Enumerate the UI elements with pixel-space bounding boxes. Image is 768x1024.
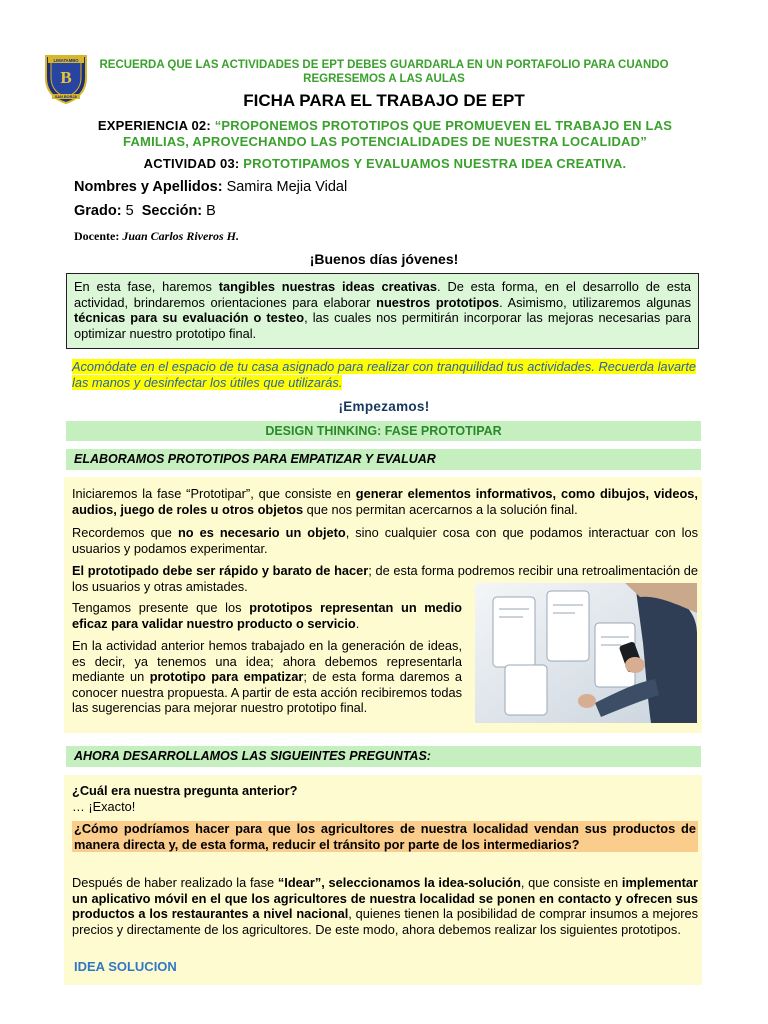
text: , sino cualquier cosa con que podamos interactuar con los usuarios y podamos experimentar. [72, 525, 698, 556]
intro-text: , las cuales nos permitirán incorporar las mejoras necesarias para optimizar nuestro prototipo final. [74, 310, 691, 341]
teacher-value: Juan Carlos Riveros H. [122, 229, 240, 243]
greeting: ¡Buenos días jóvenes! [309, 251, 459, 267]
text: , quienes tienen la posibilidad de comprar insumos a mejores precios y directamente de los agricultores. De este modo, ahora debemos realizar los siguientes prototipos. [72, 906, 698, 937]
answer-1: … ¡Exacto! [72, 799, 136, 814]
bold-text: implementar un aplicativo móvil en el que los agricultores de nuestra localidad se ponen en contacto y ofrecen sus productos a los restaurantes a nivel nacional [72, 875, 698, 921]
text: que nos permitan acercarnos a la solución final. [303, 501, 578, 517]
question-1: ¿Cuál era nuestra pregunta anterior? [72, 783, 298, 798]
idea-solution-paragraph [72, 875, 698, 937]
design-thinking-bar: DESIGN THINKING: FASE PROTOTIPAR [66, 421, 701, 441]
intro-bold: nuestros prototipos [376, 294, 500, 310]
bold-text: no es necesario un objeto [177, 525, 346, 540]
text: Tengamos presente que los [72, 600, 250, 615]
experience-heading [70, 118, 700, 149]
paragraph-4 [72, 600, 462, 631]
name-label: Nombres y Apellidos: [74, 179, 223, 195]
experience-label: EXPERIENCIA 02: [97, 118, 211, 133]
bold-text: prototipos representan un medio eficaz para validar nuestro producto o servicio [72, 600, 462, 631]
text: En la actividad anterior hemos trabajado en la generación de ideas, es decir, ya tenemos una idea; ahora debemos representarla mediante un [72, 638, 462, 684]
idea-solution-label: IDEA SOLUCION [74, 959, 177, 974]
page-title: FICHA PARA EL TRABAJO DE EPT [243, 91, 525, 110]
bold-text: generar elementos informativos, como dibujos, videos, audios, juego de roles u otros objetos [72, 486, 698, 517]
teacher-row [74, 229, 239, 244]
intro-bold: técnicas para su evaluación o testeo [74, 310, 305, 325]
paragraph-2 [72, 525, 698, 556]
portfolio-reminder: RECUERDA QUE LAS ACTIVIDADES DE EPT DEBES GUARDARLA EN UN PORTAFOLIO PARA CUANDO REGRESEMOS A LAS AULAS [99, 59, 669, 85]
hygiene-warning [72, 359, 696, 390]
bold-text: El prototipado debe ser rápido y barato de hacer [72, 563, 369, 578]
section-value: B [206, 203, 216, 219]
activity-heading [70, 156, 700, 171]
grade-label: Grado: [74, 203, 122, 219]
paragraph-5 [72, 638, 462, 716]
section-label: Sección: [141, 203, 203, 219]
logo-text-bottom: SAN BORJA [54, 95, 78, 100]
text: , que consiste en [520, 875, 622, 890]
paragraph-1 [72, 486, 698, 517]
section-heading-prototypes: ELABORAMOS PROTOTIPOS PARA EMPATIZAR Y EVALUAR [66, 449, 701, 470]
text: . [355, 615, 360, 631]
experience-text: “PROPONEMOS PROTOTIPOS QUE PROMUEVEN EL TRABAJO EN LAS FAMILIAS, APROVECHANDO LAS POTENCIALIDADES DE NUESTRA LOCALIDAD” [123, 118, 673, 149]
intro-text: En esta fase, haremos [74, 279, 219, 294]
intro-box [66, 273, 699, 349]
activity-label: ACTIVIDAD 03: [143, 156, 240, 171]
question-2: ¿Cómo podríamos hacer para que los agricultores de nuestra localidad vendan sus productos de manera directa y, de esta forma, reducir el tránsito por parte de los intermediarios? [74, 821, 696, 852]
bold-text: “Idear”, seleccionamos la idea-solución [277, 875, 521, 890]
student-name-row [74, 179, 347, 195]
start-heading: ¡Empezamos! [338, 399, 430, 414]
prototyping-photo [475, 583, 697, 723]
svg-text:B: B [60, 68, 72, 87]
text: Después de haber realizado la fase [72, 875, 278, 890]
questions-panel [64, 775, 702, 985]
section-heading-questions: AHORA DESARROLLAMOS LAS SIGUEINTES PREGUNTAS: [66, 746, 701, 767]
intro-bold: tangibles nuestras ideas creativas [218, 279, 438, 294]
name-value: Samira Mejia Vidal [226, 179, 348, 195]
warning-text: Acomódate en el espacio de tu casa asignado para realizar con tranquilidad tus actividades. Recuerda lavarte las manos y desinfectar los útiles que utilizarás. [72, 359, 696, 390]
logo-text-top: LIMATAMBO [53, 58, 79, 63]
bold-text: prototipo para empatizar [149, 669, 304, 684]
text: ; de esta forma podremos recibir una retroalimentación de los usuarios y otras amistades. [72, 563, 699, 594]
intro-text: . De esta forma, en el desarrollo de esta actividad, brindaremos orientaciones para elaborar [74, 279, 691, 310]
text: ; de esta forma daremos a conocer nuestra propuesta. A partir de esta acción recibiremos todas las sugerencias para mejorar nuestro prototipo final. [72, 669, 462, 715]
activity-text: PROTOTIPAMOS Y EVALUAMOS NUESTRA IDEA CREATIVA. [243, 156, 627, 171]
intro-text: . Asimismo, utilizaremos algunas [499, 294, 692, 310]
text: Recordemos que [72, 525, 178, 540]
grade-value: 5 [125, 203, 134, 219]
teacher-label: Docente: [74, 229, 120, 243]
grade-row [74, 203, 216, 219]
text: Iniciaremos la fase “Prototipar”, que consiste en [72, 486, 356, 501]
